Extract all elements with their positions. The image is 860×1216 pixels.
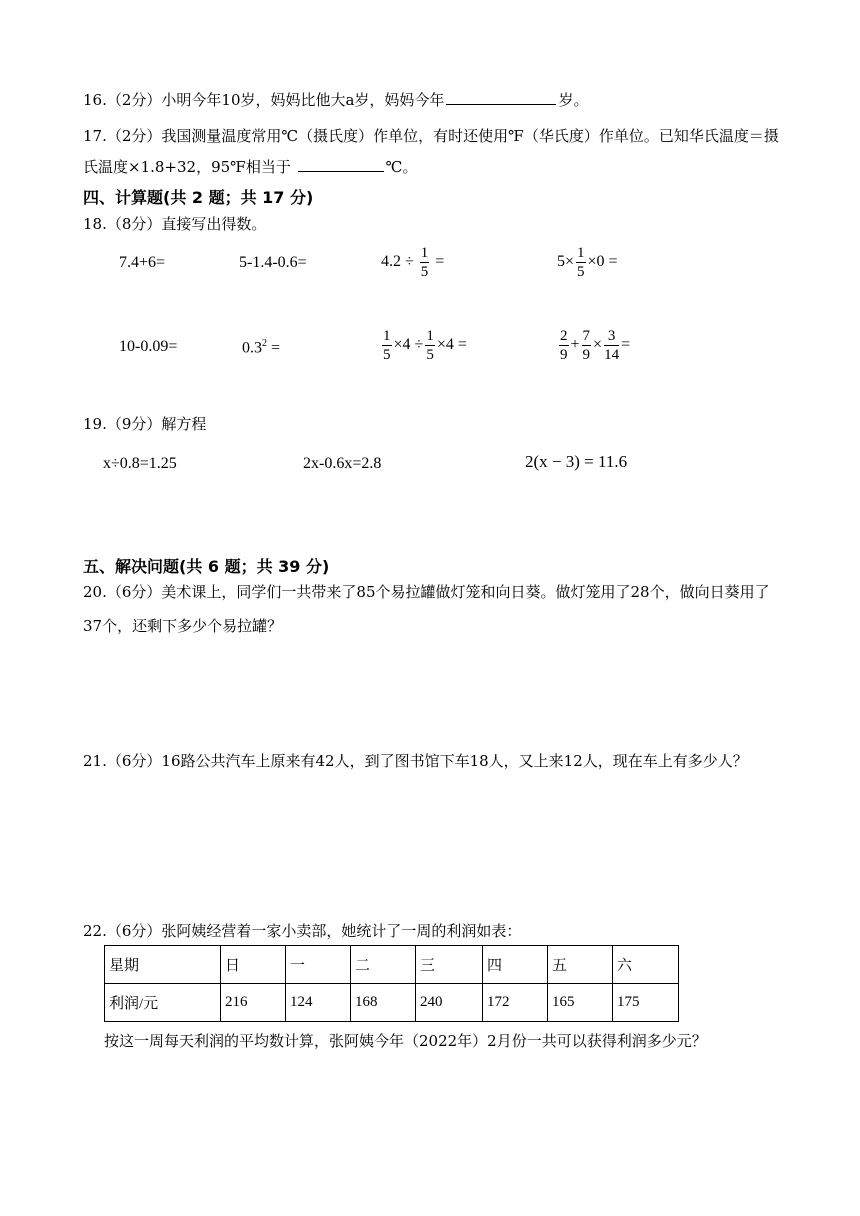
q18-item-8-tail: = [621, 336, 631, 354]
fraction [559, 327, 569, 364]
numerator: 1 [420, 245, 429, 261]
denominator: 5 [577, 264, 585, 280]
q18-item-3 [381, 244, 444, 281]
question-17-line1: 17.（2分）我国测量温度常用℃（摄氏度）作单位，有时还使用℉（华氏度）作单位。已知华氏温度＝摄 [83, 127, 779, 145]
table-cell: 日 [221, 946, 286, 984]
section-4-heading: 四、计算题(共 2 题；共 17 分) [83, 188, 314, 207]
denominator: 5 [383, 347, 391, 363]
section-5-heading: 五、解决问题(共 6 题；共 39 分) [83, 557, 330, 576]
q19-equation-2: 2x-0.6x=2.8 [303, 455, 382, 472]
fraction [576, 244, 586, 281]
question-22-text: 按这一周每天利润的平均数计算，张阿姨今年（2022年）2月份一共可以获得利润多少元？ [104, 1032, 707, 1050]
question-21: 21.（6分）16路公共汽车上原来有42人，到了图书馆下车18人，又上来12人，现在车上有多少人？ [83, 752, 748, 770]
numerator: 7 [582, 328, 591, 344]
profit-table [104, 945, 679, 1022]
denominator: 9 [560, 347, 568, 363]
table-cell: 五 [548, 946, 613, 984]
table-cell: 二 [351, 946, 416, 984]
fraction [425, 327, 435, 364]
question-16 [83, 90, 588, 110]
table-cell: 172 [483, 984, 548, 1022]
table-cell: 三 [416, 946, 483, 984]
fraction [604, 327, 619, 364]
q18-item-4 [557, 244, 618, 281]
q18-item-6-tail: = [267, 339, 281, 357]
table-cell: 216 [221, 984, 286, 1022]
q18-item-1: 7.4+6= [119, 254, 166, 271]
q18-item-3-lead: 4.2 ÷ [381, 253, 414, 271]
numerator: 3 [604, 327, 619, 346]
table-row [105, 946, 679, 984]
question-18-title: 18.（8分）直接写出得数。 [83, 215, 267, 233]
table-cell: 四 [483, 946, 548, 984]
table-row [105, 984, 679, 1022]
table-cell: 240 [416, 984, 483, 1022]
plus-sign: + [570, 336, 580, 354]
q17-answer-blank[interactable] [298, 157, 384, 172]
q18-item-5: 10-0.09= [119, 338, 178, 355]
q18-item-2: 5-1.4-0.6= [239, 254, 307, 271]
numerator: 1 [426, 328, 434, 344]
q18-item-4-tail: ×0 = [587, 253, 618, 271]
table-cell: 一 [286, 946, 351, 984]
denominator: 5 [426, 347, 434, 363]
q16-answer-blank[interactable] [446, 90, 556, 105]
denominator: 9 [582, 347, 591, 363]
fraction [582, 327, 592, 364]
exponent: 2 [262, 338, 267, 349]
table-cell: 利润/元 [105, 984, 221, 1022]
question-20-line2: 37个，还剩下多少个易拉罐？ [83, 617, 283, 635]
q16-suffix: 岁。 [558, 91, 589, 109]
numerator: 1 [383, 328, 391, 344]
q18-item-3-tail: = [435, 253, 445, 271]
times-sign: × [593, 336, 603, 354]
fraction [382, 327, 392, 364]
q18-item-6 [242, 338, 280, 357]
q18-item-8 [557, 327, 630, 364]
q18-item-7 [380, 327, 467, 364]
fraction [420, 244, 430, 281]
denominator: 14 [604, 347, 620, 363]
question-22-title: 22.（6分）张阿姨经营着一家小卖部，她统计了一周的利润如表： [83, 922, 522, 940]
q18-item-6-base: 0.3 [242, 339, 262, 357]
table-cell: 124 [286, 984, 351, 1022]
table-cell: 星期 [105, 946, 221, 984]
table-cell: 175 [613, 984, 679, 1022]
q19-equation-1: x÷0.8=1.25 [103, 455, 177, 472]
question-19-title: 19.（9分）解方程 [83, 415, 207, 433]
table-cell: 168 [351, 984, 416, 1022]
q18-item-7-tail: ×4 = [436, 336, 467, 354]
table-cell: 六 [613, 946, 679, 984]
denominator: 5 [420, 264, 429, 280]
q18-item-7-mid: ×4 ÷ [393, 336, 424, 354]
question-20-line1: 20.（6分）美术课上，同学们一共带来了85个易拉罐做灯笼和向日葵。做灯笼用了28个，做向日葵用了 [83, 583, 770, 601]
table-cell: 165 [548, 984, 613, 1022]
numerator: 2 [560, 328, 568, 344]
numerator: 1 [577, 245, 585, 261]
q17-line2-prefix: 氏温度×1.8+32，95℉相当于 [83, 158, 291, 176]
q16-prefix: 16.（2分）小明今年10岁，妈妈比他大a岁，妈妈今年 [83, 91, 445, 109]
q17-line2-suffix: ℃。 [385, 158, 418, 176]
q19-equation-3: 2(x − 3) = 11.6 [525, 452, 628, 471]
q18-item-4-lead: 5× [557, 253, 575, 271]
question-17-line2 [83, 157, 417, 177]
